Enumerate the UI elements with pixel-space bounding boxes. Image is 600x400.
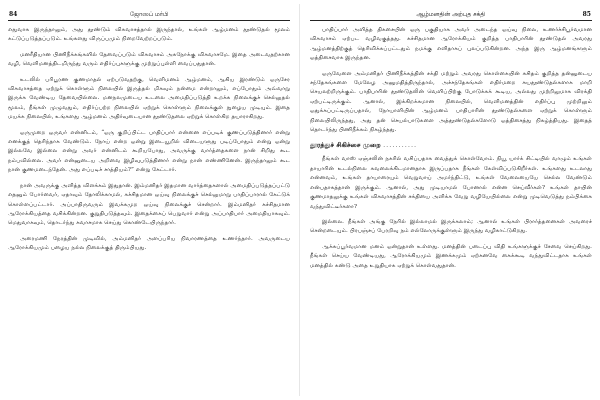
right-section-paragraph-2: இல்லை. நீங்கள் அங்கு நேரில் இல்லாமல் இருக்கலாம்; ஆனால் உங்கள் பிரார்த்தனைகள் அவரைச் சென்றடையும். பிரபஞ்சப் பேரறிவு நம் எல்லோருக்குள்ளும் இருந்து வழிகாட்டுகிறது. — [310, 218, 592, 235]
left-paragraph-6: அரைமணி நேரத்தின் முடிவில், அம்மனிதர் அளப்பரிய நிவாரணத்தை உணர்ந்தார். அவருடைய ஆரோக்கியமும் பழைய நல்ல நிலைக்குத் திரும்பியது. — [8, 235, 290, 252]
section-heading-text: தூரத்துச் சிகிச்சை முறை — [310, 141, 381, 150]
left-paragraph-4: ஒருமுறை ஒருவர் என்னிடம், “ஒரு குறிப்பிட்ட பாதிப்பார் என்னை எப்படிக் குணப்படுத்தினார் என்று எனக்குத் தெரிந்தாக வேண்டும். நோய் என்ற ஒன்று இடையூறில் விடையளுது படிப்போதும் என்று ஒன்று இல்லவே இல்லை என்று அவர் என்னிடம் கூறியபோது, அவருக்கு வார்த்தைகளை நான் சிறிது கூட நம்பவில்லை. அவர் என்னுடைய அறிவை இழிவுபடுத்தினார் என்று நான் எண்ணினேன். இருந்தாலும் கூட நான் குணமடைந்தேன். அது எப்படிச் சாத்தியம்?” என்று கேட்டார். — [8, 129, 290, 174]
left-page-body — [8, 21, 290, 254]
left-page — [8, 0, 290, 400]
left-paragraph-5: நான் அவருக்கு அளித்த விளக்கம் இதுதான். இம்மனிதர் இதமான வார்த்தைகளால் அமைதிப்படுத்தப்பட்டு எதனும் போர்வைர், ஏதாவும் தோலிக்காமல், கச்சிதமான ஒய்வு நிலைக்குச் செல்லுமாறு பாதிப்பாரால் கேட்டுக் கொள்ளப்பட்டார். அப்பாதிருவரும் இவக்கமுற ஒய்வு நிலைக்குச் சென்றார். இம்மனிதர் கச்சிதமான ஆரோக்கியத்தை வசிக்கின்றன. குறுதிபடுத்தவும். இதைக்கைப் பெறுவார் என்று அப்பாதிபார் அமைதியாகவும். மெதுவாகவும், தொடர்ந்து சுவாசமாக செய்து கொண்டேயிருந்தார். — [8, 182, 290, 227]
right-page — [310, 0, 592, 400]
section-heading — [310, 141, 592, 150]
left-page-number: 84 — [9, 11, 18, 18]
right-page-header — [310, 2, 592, 21]
right-section-paragraph-3: ஆக்கப்பூர்வமான மனம் ஒன்றுதான் உள்ளது. மனத்தின் படைப்பு விதி உங்களுக்குச் சேவை செய்கிறது. நீங்கள் செய்ய வேண்டியது, ஆரோக்கியமும் இணக்கமும் ஏற்கனவே கைக்கூடி வந்துவிட்டதாக உங்கள் மனத்தில் கண்டு அதை உறுதியாக ஏற்றுக் கொள்வதுதான். — [310, 243, 592, 269]
right-paragraph-1: பாதிப்பார் அளித்த திகசையின் ஒரு பகுதியாக அவர் அடைந்த ஒய்வு நிலை, உணர்ச்சிபூர்வமான விசுவாசம் ஏற்பட வழிவகுத்தது. கச்சிதமான ஆரோக்கியம் குறித்த பாதிபாரின் தூண்டுதல் அவரது ஆழ்மனத்திற்குத் தெரிவிக்கப்பட்டதும் நமக்கு எளிதாகப் புலப்படுகின்றன. அந்த இரு ஆழ்மனங்களும் ஒத்திசைவாக இருந்தன. — [310, 27, 592, 62]
right-section-paragraph-1: நீங்கள் வாஸ் ஏஞ்சலின் நகரில் வசிப்பதாக வைத்துக் கொள்வோம். நியூ யார்க் சிட்டியில் வாழும் உங்கள் தாயாரின் உடல்நிலை கவலைக்கிடமானதாக இருப்பதாக நீங்கள் கேள்விப்படுகிறீர்கள். உங்களது உடலாது என்னவம், உங்கள் தாயாரையும் வெறுவாய் அமர்ந்திட்டு, உங்கள் வேலையையே செல்ல வேண்டும் என்பதாகத்தான் இருக்கும். ஆனால், அது முடியாமல் போனால் என்ன செய்வீர்கள்? உங்கள் தாயின் குணமாதலுக்கு உங்கள் விசுவாசத்தின் சக்தியை அளிக்க வேறு வழியேயில்லை என்று முடிவெடுத்து நம்பிக்கை வந்துவிட்டீர்களா? — [310, 156, 592, 210]
left-page-header — [8, 2, 290, 21]
right-paragraph-2: ஒருவேளை அம்மனிதர் பிணிநீக்கத்தின் சக்தி மற்றும் அவரது கொள்கையின் சுசிதம் குறித்த தன்னுடைய சந்தேகங்களை மேலேழ அனுமதித்திருந்தால், அச்சந்தேகங்கள் எதிர்மறை சுயதூண்டுதல்களாக மாறி செயலற்றிருக்கும். பாதிபாரின் தூண்டுதலின் வெளிப்பிற்கு போடுக்கக் கூடிய, அல்லது முற்றிலுமாக விரக்தி ஏற்பட்டிருக்கும். ஆனால், இக்கிறக்கமான நிலையில், வெளிமனத்தின் எதிர்ப்பு முற்றிலும் ஒதுக்கப்பட்டிருப்பதால், நோயாளியின் ஆழ்மனம் பாதிபாரின் தூண்டுதல்களை ஏற்றுக் கொள்ளும் நிலையிலிருந்தது, அது தன் செயல்பாடுகளை அத்தூண்டுதல்களோடு ஒத்திசைத்து நிகழ்த்தியது. இதைத் தொடர்ந்து பிணிநீக்கம் நிகழ்ந்தது. — [310, 70, 592, 134]
left-running-title: ஜோஸப் மர்பி — [129, 11, 169, 18]
page-gutter — [299, 4, 300, 396]
section-heading-rule: ........... — [383, 141, 418, 150]
right-running-title: ஆழ்மனதின் அற்புத சக்தி — [416, 11, 486, 18]
left-paragraph-2: மனரீதியான பிணிநீக்கங்களில் தேவைப்படும் விசுவாசம் அகநோக்கு விசுவாசமே. இதை அடைவதற்கான வழி, வெளிமனத்திடமிருந்து வரும் எதிர்ப்புகளுக்கு முற்றுப்புள்ளி வைப்பதுதான். — [8, 51, 290, 68]
left-paragraph-1: எதுவாக இருந்தாலும், அது தூண்டும் விசுவாசத்தால் இருந்தால், உங்கள் ஆழ்மனம் தூண்டுதல் மூலம் கட்டுப்படுத்தப்படும். உங்களது விருப்பமும் நிறைவேற்றப்படும். — [8, 27, 290, 43]
left-paragraph-3: உடலில் பரிபூரண குணமாதல் ஏற்படுவதற்கு, வெளிமனம் ஆழ்மனம், ஆகிய இரண்டும் ஒருசேர விசுவாசத்தை ஏற்றுக் கொள்ளும் நிலையில் இருத்தல் மிகவும் நன்மை என்றாலும், எப்போதும் அவ்வாறு இருக்க வேண்டிய தேவையில்லை. மனநலமுடைய உடலை அமைதிப்படுத்தி உறக்க நிலைக்குச் செல்லுதல் மூலம், நீங்கள் முழுவதும், எதிர்ப்பற்ற நிலையில் ஏற்றுக் கொள்ளும் நிலைக்குள் நுழைய முடியும். இதை மயக்க நிலையில், உங்களது ஆழ்மனம் அதிர்வுடையான தூண்டுதலை ஏற்றுக் கொள்கிற தயாராகிறது. — [8, 76, 290, 121]
right-page-body — [310, 21, 592, 271]
right-page-number: 85 — [582, 11, 591, 18]
